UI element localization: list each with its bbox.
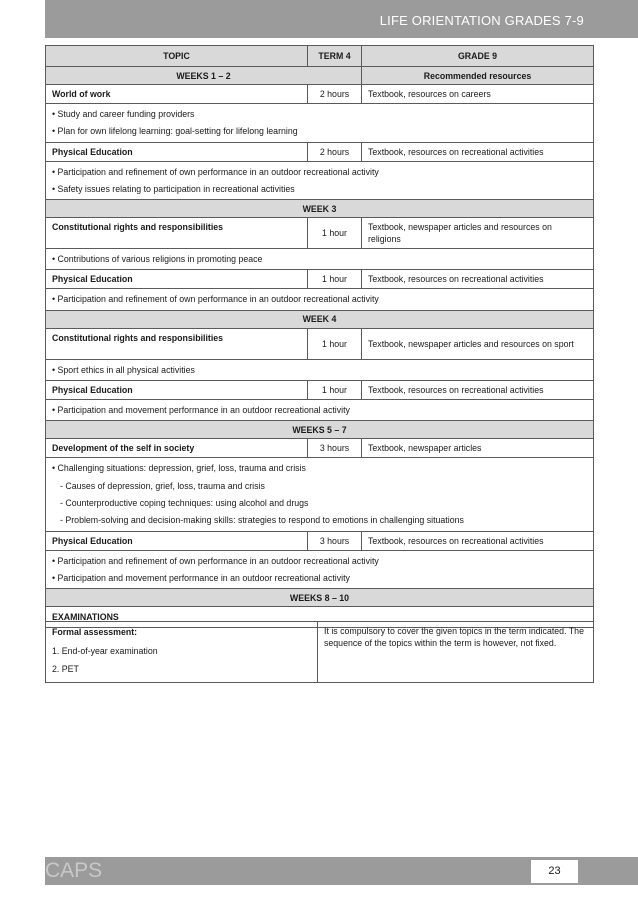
topic-row (46, 381, 594, 400)
col-grade: GRADE 9 (362, 46, 594, 67)
topic-resources: Textbook, resources on recreational activities (362, 142, 594, 161)
list-item: • Participation and movement performance in an outdoor recreational activity (52, 405, 350, 416)
topic-row (46, 328, 594, 359)
topic-row (46, 218, 594, 249)
topic-resources: Textbook, resources on recreational activities (362, 531, 594, 550)
list-item: • Participation and movement performance in an outdoor recreational activity (52, 572, 350, 583)
list-item: - Problem-solving and decision-making skills: strategies to respond to emotions in challenging situations (60, 515, 464, 526)
week-row (46, 67, 594, 85)
list-item: 2. PET (52, 664, 79, 674)
caps-brand: CAPS (45, 859, 103, 882)
page-number: 23 (531, 860, 578, 883)
topic-hours: 1 hour (308, 381, 362, 400)
col-term: TERM 4 (308, 46, 362, 67)
content-row (46, 458, 594, 531)
topic-resources: Textbook, newspaper articles and resources on sport (362, 328, 594, 359)
content-row (46, 550, 594, 589)
week-row (46, 421, 594, 439)
content-row (46, 359, 594, 380)
topic-hours: 1 hour (308, 218, 362, 249)
week-label: WEEKS 1 – 2 (46, 67, 362, 85)
list-item: 1. End-of-year examination (52, 646, 158, 656)
content-list (46, 249, 594, 270)
content-list (46, 458, 594, 531)
topic-resources: Textbook, resources on careers (362, 85, 594, 104)
list-item: • Participation and refinement of own performance in an outdoor recreational activity (52, 166, 379, 177)
list-item: - Counterproductive coping techniques: using alcohol and drugs (60, 497, 309, 508)
topic-resources: Textbook, newspaper articles (362, 439, 594, 458)
list-item: • Challenging situations: depression, grief, loss, trauma and crisis (52, 463, 306, 474)
list-item: • Plan for own lifelong learning: goal-setting for lifelong learning (52, 126, 298, 137)
week-label: WEEK 4 (46, 310, 594, 328)
col-topic: TOPIC (46, 46, 308, 67)
topic-row (46, 439, 594, 458)
header-bar (45, 0, 638, 38)
header-row (46, 46, 594, 67)
list-item: • Participation and refinement of own performance in an outdoor recreational activity (52, 555, 379, 566)
topic-resources: Textbook, resources on recreational activities (362, 381, 594, 400)
topic-name: Constitutional rights and responsibilities (46, 328, 308, 359)
examinations-label: EXAMINATIONS (46, 607, 594, 628)
list-item: - Causes of depression, grief, loss, trauma and crisis (60, 480, 265, 491)
content-list (46, 104, 594, 143)
topic-name: World of work (46, 85, 308, 104)
topic-row (46, 142, 594, 161)
list-item: • Participation and refinement of own performance in an outdoor recreational activity (52, 294, 379, 305)
week-label: WEEK 3 (46, 200, 594, 218)
formal-assessment-table (45, 621, 594, 683)
list-item: • Safety issues relating to participation in recreational activities (52, 183, 295, 194)
topic-name: Physical Education (46, 381, 308, 400)
list-item: • Study and career funding providers (52, 109, 195, 119)
topic-name: Development of the self in society (46, 439, 308, 458)
content-row (46, 161, 594, 200)
week-row (46, 589, 594, 607)
topic-name: Physical Education (46, 142, 308, 161)
topic-row (46, 531, 594, 550)
week-row (46, 200, 594, 218)
topic-hours: 2 hours (308, 142, 362, 161)
content-row (46, 289, 594, 310)
week-label: WEEKS 5 – 7 (46, 421, 594, 439)
content-row (46, 104, 594, 143)
week-row (46, 310, 594, 328)
assessment-title: Formal assessment: (52, 627, 138, 637)
resources-heading: Recommended resources (362, 67, 594, 85)
term-4-plan-table (45, 45, 594, 628)
content-list (46, 550, 594, 589)
topic-resources: Textbook, newspaper articles and resources on religions (362, 218, 594, 249)
topic-row (46, 270, 594, 289)
running-header: LIFE ORIENTATION GRADES 7-9 (379, 13, 584, 28)
topic-hours: 2 hours (308, 85, 362, 104)
topic-row (46, 85, 594, 104)
list-item: • Sport ethics in all physical activities (52, 364, 195, 375)
topic-name: Physical Education (46, 270, 308, 289)
content-list (46, 161, 594, 200)
content-list (46, 289, 594, 310)
content-list (46, 400, 594, 421)
topic-hours: 1 hour (308, 270, 362, 289)
assessment-list (46, 622, 318, 683)
sequence-note: It is compulsory to cover the given topics in the term indicated. The sequence of the topics within the term is however, not fixed. (318, 622, 594, 683)
topic-name: Constitutional rights and responsibilities (46, 218, 308, 249)
list-item: • Contributions of various religions in promoting peace (52, 254, 263, 265)
week-label: WEEKS 8 – 10 (46, 589, 594, 607)
content-row (46, 249, 594, 270)
topic-hours: 1 hour (308, 328, 362, 359)
content-list (46, 359, 594, 380)
topic-name: Physical Education (46, 531, 308, 550)
topic-hours: 3 hours (308, 439, 362, 458)
content-row (46, 400, 594, 421)
topic-resources: Textbook, resources on recreational activities (362, 270, 594, 289)
topic-hours: 3 hours (308, 531, 362, 550)
